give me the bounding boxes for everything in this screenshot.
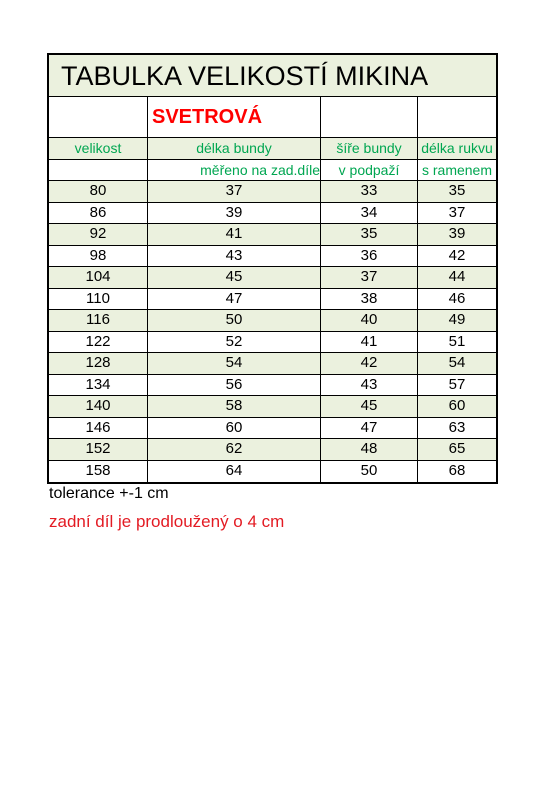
subheader-sleeve-length: s ramenem xyxy=(421,161,493,178)
table-cell: 51 xyxy=(448,332,466,350)
tolerance-note: tolerance +-1 cm xyxy=(49,485,169,502)
table-cell: 37 xyxy=(448,203,466,221)
table-cell: 39 xyxy=(448,225,466,242)
table-cell: 134 xyxy=(49,375,148,396)
table-cell: 62 xyxy=(148,439,321,460)
table-cell: 35 xyxy=(448,182,466,199)
table-row xyxy=(49,439,496,461)
table-cell: 42 xyxy=(321,353,418,374)
table-cell: 64 xyxy=(148,461,321,483)
header-size: velikost xyxy=(49,138,148,159)
table-cell: 47 xyxy=(148,289,321,310)
table-cell: 44 xyxy=(448,268,466,285)
table-cell: 36 xyxy=(321,246,418,267)
table-cell: 56 xyxy=(148,375,321,396)
table-cell: 33 xyxy=(321,181,418,202)
table-cell: 122 xyxy=(49,332,148,353)
table-cell: 41 xyxy=(148,224,321,245)
table-cell: 104 xyxy=(49,267,148,288)
table-row xyxy=(49,461,496,483)
back-extension-note: zadní díl je prodloužený o 4 cm xyxy=(49,512,285,531)
table-cell: 140 xyxy=(49,396,148,417)
table-cell: 86 xyxy=(49,203,148,224)
blank-cell xyxy=(49,97,148,137)
table-title: TABULKA VELIKOSTÍ MIKINA xyxy=(49,55,496,97)
table-cell: 35 xyxy=(321,224,418,245)
table-cell: 38 xyxy=(321,289,418,310)
table-body xyxy=(49,181,496,482)
subheader-row xyxy=(49,160,496,182)
table-row xyxy=(49,332,496,354)
table-cell: 43 xyxy=(321,375,418,396)
table-cell: 37 xyxy=(148,181,321,202)
table-row xyxy=(49,310,496,332)
table-cell: 41 xyxy=(321,332,418,353)
table-row xyxy=(49,418,496,440)
table-cell: 110 xyxy=(49,289,148,310)
table-cell: 92 xyxy=(49,224,148,245)
brand-label: SVETROVÁ xyxy=(148,97,321,137)
table-cell: 37 xyxy=(321,267,418,288)
table-cell: 146 xyxy=(49,418,148,439)
subheader-jacket-width: v podpaží xyxy=(321,160,418,181)
table-cell: 60 xyxy=(448,397,466,414)
table-cell: 63 xyxy=(448,418,466,436)
header-row xyxy=(49,138,496,160)
table-row xyxy=(49,267,496,289)
header-sleeve-length: délka rukvu xyxy=(421,140,493,156)
table-cell: 152 xyxy=(49,439,148,460)
subheader-jacket-length: měřeno na zad.díle xyxy=(148,160,321,181)
table-cell: 98 xyxy=(49,246,148,267)
table-cell: 158 xyxy=(49,461,148,483)
table-row xyxy=(49,375,496,397)
table-row xyxy=(49,396,496,418)
table-cell: 50 xyxy=(148,310,321,331)
table-row xyxy=(49,246,496,268)
table-cell: 45 xyxy=(148,267,321,288)
table-cell: 46 xyxy=(448,289,466,307)
table-cell: 43 xyxy=(148,246,321,267)
subheader-size xyxy=(49,160,148,181)
blank-cell xyxy=(321,97,418,137)
table-cell: 68 xyxy=(448,461,466,479)
table-cell: 39 xyxy=(148,203,321,224)
table-cell: 54 xyxy=(448,354,466,371)
table-row xyxy=(49,203,496,225)
table-cell: 47 xyxy=(321,418,418,439)
header-jacket-width: šíře bundy xyxy=(321,138,418,159)
table-cell: 50 xyxy=(321,461,418,483)
table-cell: 42 xyxy=(448,246,466,264)
table-cell: 116 xyxy=(49,310,148,331)
table-cell: 40 xyxy=(321,310,418,331)
table-cell: 80 xyxy=(49,181,148,202)
table-cell: 128 xyxy=(49,353,148,374)
table-cell: 45 xyxy=(321,396,418,417)
table-cell: 60 xyxy=(148,418,321,439)
size-table xyxy=(47,53,498,484)
blank-cell xyxy=(418,97,496,137)
table-cell: 57 xyxy=(448,375,466,393)
brand-row xyxy=(49,97,496,138)
table-cell: 49 xyxy=(448,311,466,328)
table-row xyxy=(49,353,496,375)
table-cell: 34 xyxy=(321,203,418,224)
header-jacket-length: délka bundy xyxy=(148,138,321,159)
table-cell: 48 xyxy=(321,439,418,460)
table-cell: 54 xyxy=(148,353,321,374)
table-row xyxy=(49,181,496,203)
table-cell: 52 xyxy=(148,332,321,353)
table-cell: 65 xyxy=(448,440,466,457)
table-cell: 58 xyxy=(148,396,321,417)
table-row xyxy=(49,289,496,311)
table-row xyxy=(49,224,496,246)
